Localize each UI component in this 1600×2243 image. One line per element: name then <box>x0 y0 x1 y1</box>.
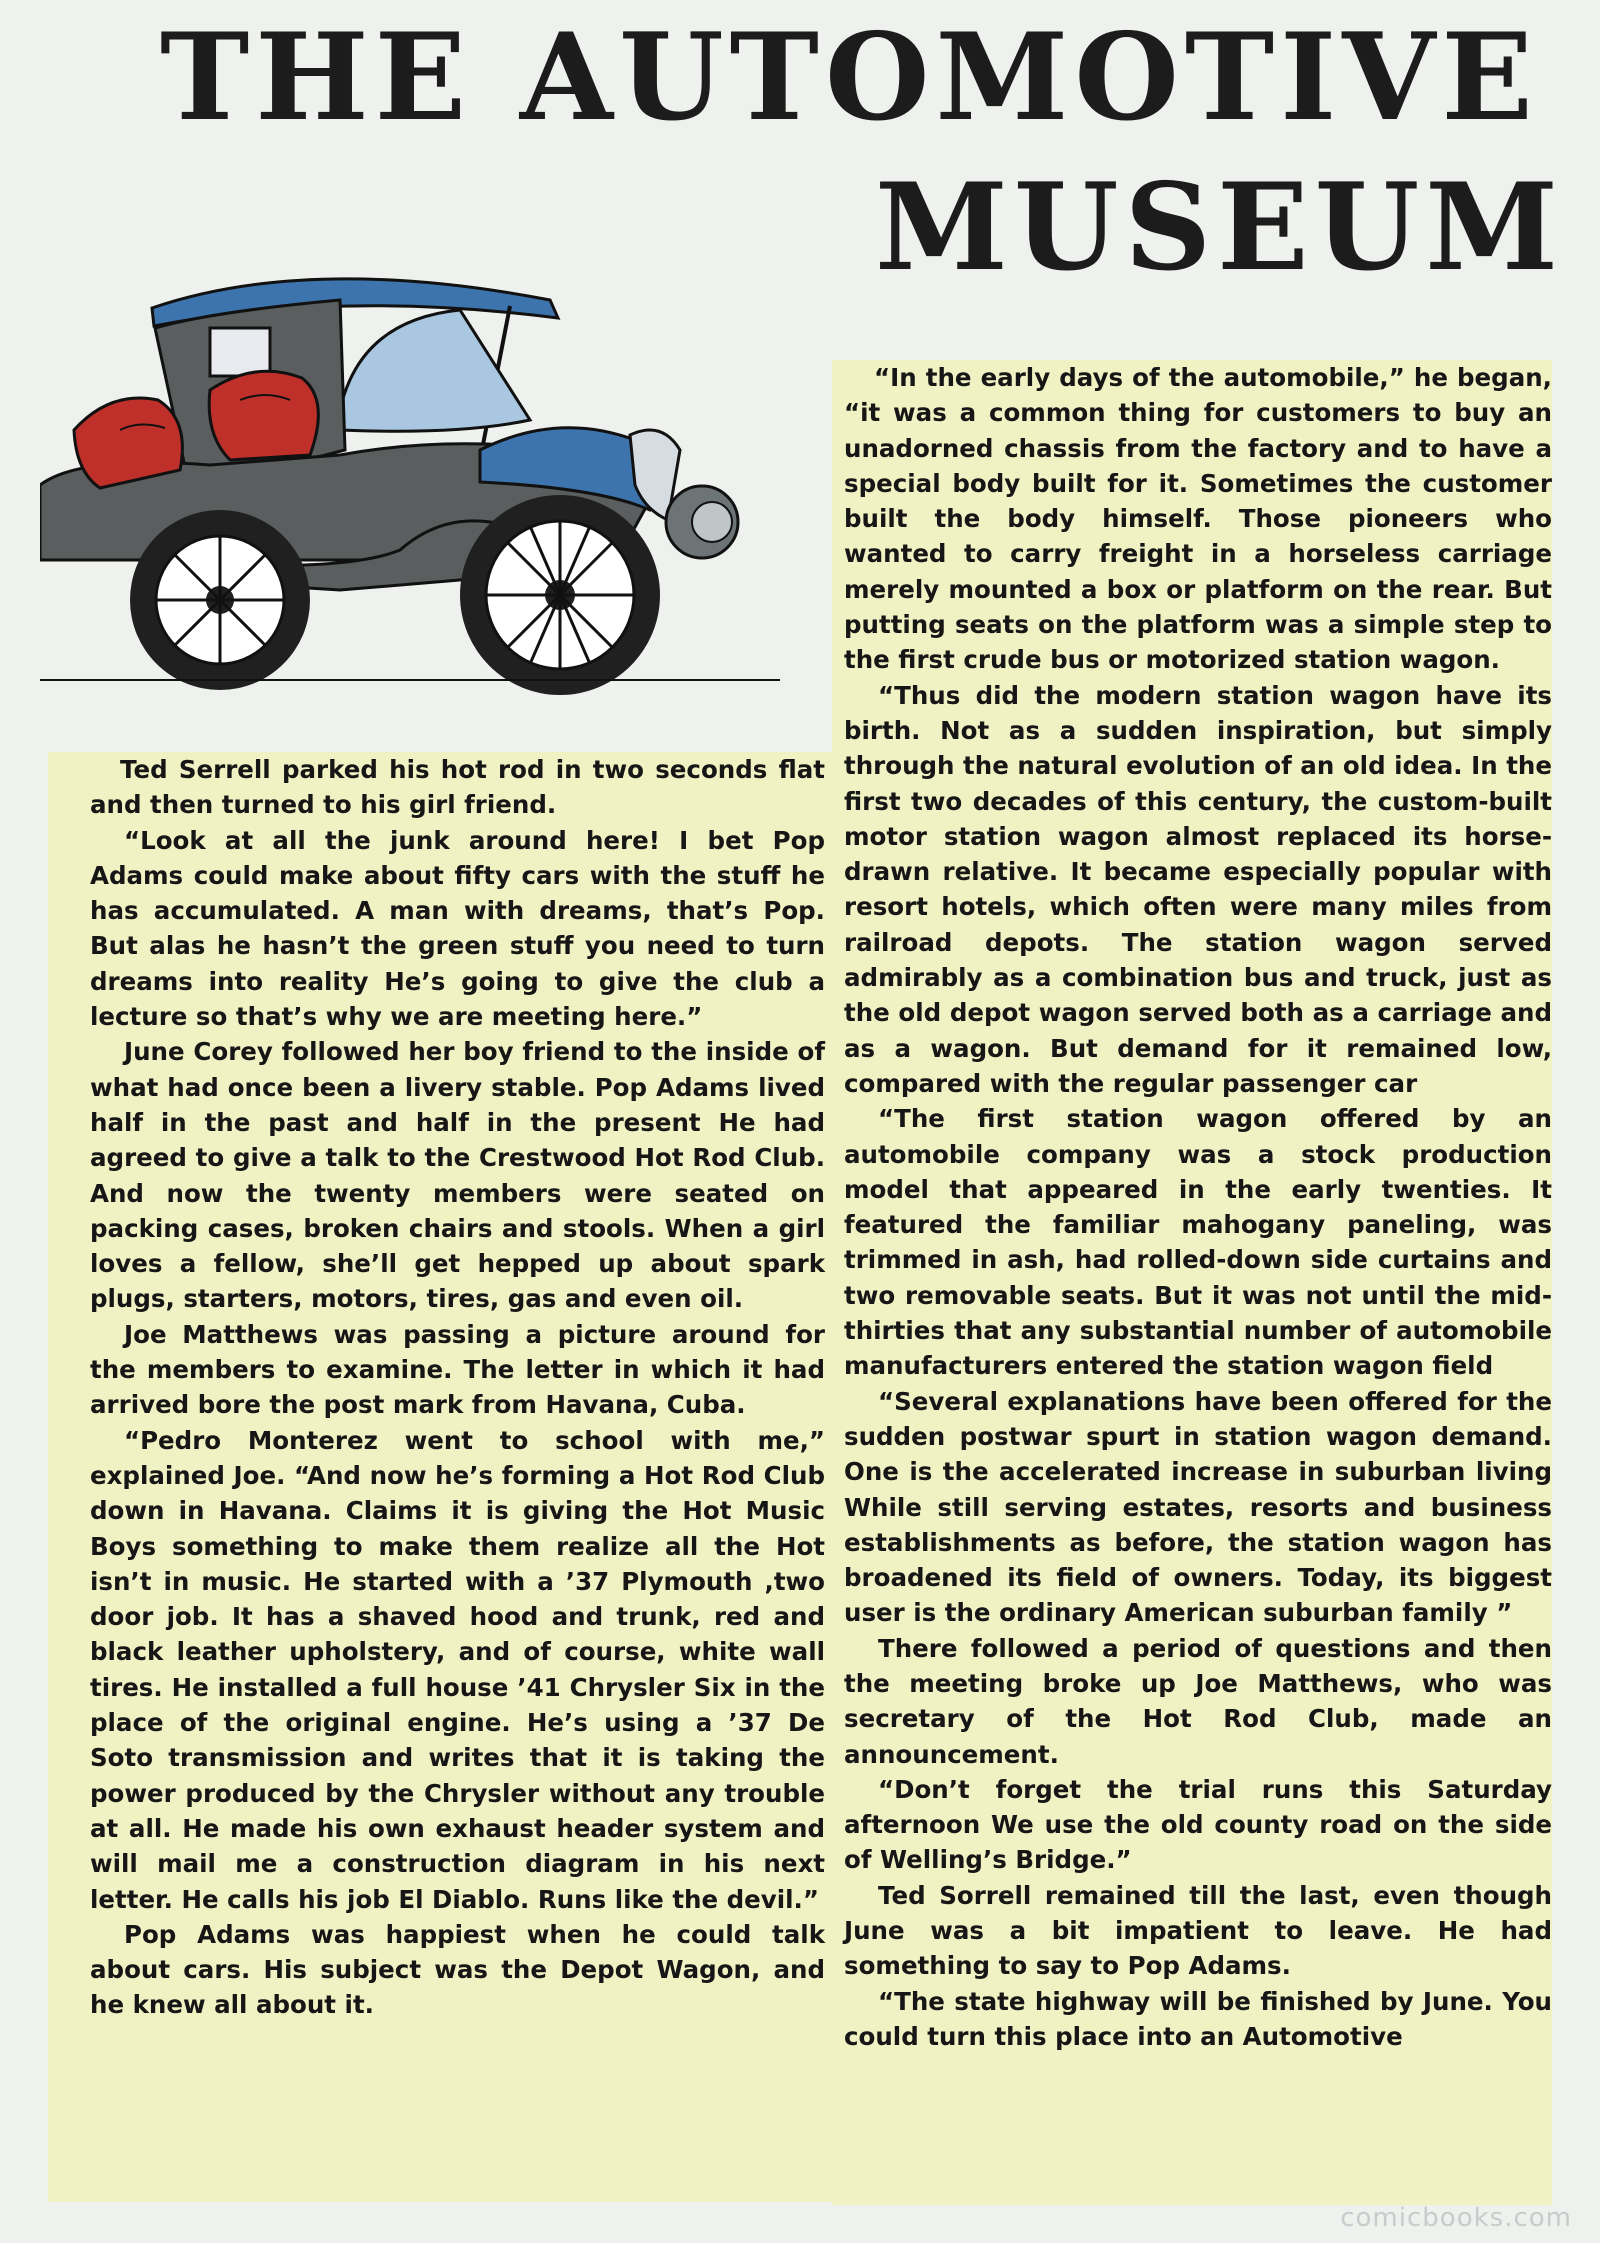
article-column-right <box>832 360 1552 2205</box>
paragraph: “Pedro Monterez went to school with me,” explained Joe. “And now he’s forming a Hot Rod Club down in Havana. Claims it is giving the Hot Music Boys something to make them realize all the Hot isn’t in music. He started with a ’37 Plymouth ,two door job. It has a shaved hood and trunk, red and black leather upholstery, and of course, white wall tires. He installed a full house ’41 Chrysler Six in the place of the original engine. He’s using a ’37 De Soto transmission and writes that it is taking the power produced by the Chrysler without any trouble at all. He made his own exhaust header system and will mail me a construction diagram in his next letter. He calls his job El Diablo. Runs like the devil.” <box>90 1425 825 1914</box>
car-wheel-rear <box>130 510 310 690</box>
paragraph: There followed a period of questions and then the meeting broke up Joe Matthews, who was secretary of the Hot Rod Club, made an announcement. <box>844 1633 1552 1769</box>
paragraph: “The first station wagon offered by an automobile company was a stock production model that appeared in the early twenties. It featured the familiar mahogany paneling, was trimmed in ash, had rolled-down side curtains and two removable seats. But it was not until the mid-thirties that any substantial number of automobile manufacturers entered the station wagon field <box>844 1104 1552 1381</box>
paragraph: “Don’t forget the trial runs this Saturday afternoon We use the old county road on the side of Welling’s Bridge.” <box>844 1774 1552 1875</box>
article-column-left <box>48 752 843 2202</box>
paragraph: Ted Sorrell remained till the last, even though June was a bit impatient to leave. He had something to say to Pop Adams. <box>844 1880 1552 1981</box>
site-watermark: comicbooks.com <box>1340 2203 1572 2233</box>
article-title-line-2: MUSEUM <box>875 157 1565 298</box>
car-seat-rear <box>74 398 182 488</box>
paragraph: Pop Adams was happiest when he could talk about cars. His subject was the Depot Wagon, and he knew all about it. <box>90 1919 825 2020</box>
paragraph: “In the early days of the automobile,” he began, “it was a common thing for customers to buy an unadorned chassis from the factory and to have a special body built for it. Sometimes the customer built the body himself. Those pioneers who wanted to carry freight in a horseless carriage merely mounted a box or platform on the rear. But putting seats on the platform was a simple step to the first crude bus or motorized station wagon. <box>844 363 1552 675</box>
article-title-line-1: THE AUTOMOTIVE <box>160 7 1539 148</box>
antique-car-illustration <box>40 260 840 700</box>
paragraph: June Corey followed her boy friend to the inside of what had once been a livery stable. Pop Adams lived half in the past and half in the present He had agreed to give a talk to the Crestwood Hot Rod Club. And now the twenty members were seated on packing cases, broken chairs and stools. When a girl loves a fellow, she’ll get hepped up about spark plugs, starters, motors, tires, gas and even oil. <box>90 1037 825 1314</box>
car-wheel-front <box>460 495 660 695</box>
paragraph: Ted Serrell parked his hot rod in two seconds flat and then turned to his girl friend. <box>90 755 825 820</box>
car-seat-front <box>209 371 318 460</box>
paragraph: “Several explanations have been offered for the sudden postwar spurt in station wagon demand. One is the accelerated increase in suburban living While still serving estates, resorts and business establishments as before, the station wagon has broadened its field of owners. Today, its biggest user is the ordinary American suburban family ” <box>844 1386 1552 1628</box>
paragraph: “The state highway will be finished by June. You could turn this place into an Automotive <box>844 1986 1552 2051</box>
car-windshield <box>340 310 530 431</box>
paragraph: “Thus did the modern station wagon have its birth. Not as a sudden inspiration, but simply through the natural evolution of an old idea. In the first two decades of this century, the custom-built motor station wagon almost replaced its horse-drawn relative. It became especially popular with resort hotels, which often were many miles from railroad depots. The station wagon served admirably as a combination bus and truck, just as the old depot wagon served both as a carriage and as a wagon. But demand for it remained low, compared with the regular passenger car <box>844 680 1552 1098</box>
paragraph: “Look at all the junk around here! I bet Pop Adams could make about fifty cars with the stuff he has accumulated. A man with dreams, that’s Pop. But alas he hasn’t the green stuff you need to turn dreams into reality He’s going to give the club a lecture so that’s why we are meeting here.” <box>90 825 825 1032</box>
paragraph: Joe Matthews was passing a picture around for the members to examine. The letter in which it had arrived bore the post mark from Havana, Cuba. <box>90 1319 825 1420</box>
